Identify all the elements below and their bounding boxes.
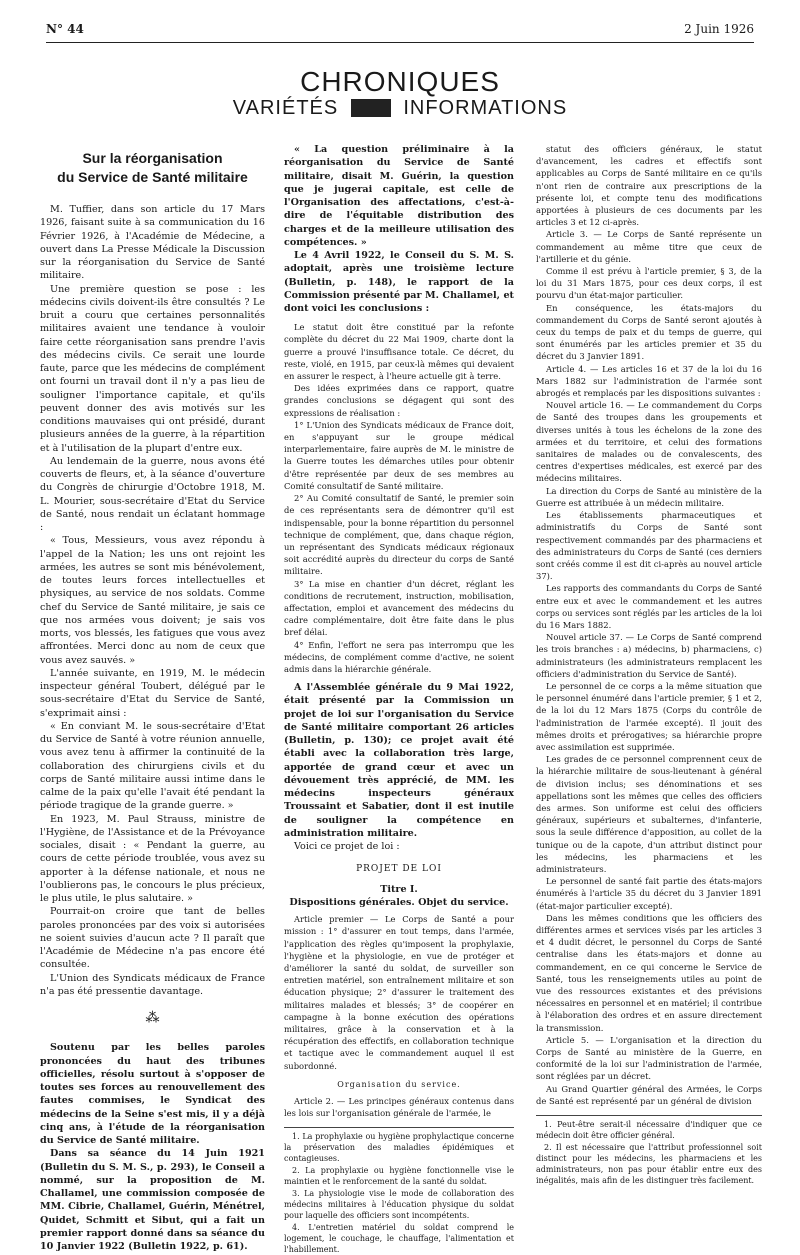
footnote: 4. L'entretien matériel du soldat comprend le logement, le couchage, le chauffage, l'alimentation et l'habillement. xyxy=(284,1223,514,1255)
issue-date: 2 Juin 1926 xyxy=(684,22,754,36)
paragraph: Les établissements pharmaceutiques et administratifs du Corps de Santé sont respectivement commandés par des pharmaciens et des administrateurs du Corps de Santé (ces derniers sont créés comme il est dit ci-après au nouvel article 37). xyxy=(536,510,762,582)
article-title: Sur la réorganisation du Service de Santé militaire xyxy=(57,150,248,185)
paragraph-small: 4° Enfin, l'effort ne sera pas interrompu que les médecins, de complément comme d'active, ne soient admis dans la hiérarchie générale. xyxy=(284,639,514,674)
paragraph: Article 5. — L'organisation et la direction du Corps de Santé au ministère de la Guerre, en conformité de la loi sur l'administration de l'armée, sont réglées par un décret. xyxy=(536,1034,762,1082)
paragraph-small: Le statut doit être constitué par la refonte complète du décret du 22 Mai 1909, charte dont la guerre a prouvé l'insuffisance totale. Ce décret, du reste, violé, en 1915, par ceux-là mêmes qui devaient en assurer le respect, à l'heure actuelle git à terre. xyxy=(284,322,514,382)
paragraph: Les rapports des commandants du Corps de Santé entre eux et avec le commandement et les autres corps ou services sont réglés par les articles de la loi du 16 Mars 1882. xyxy=(536,583,762,630)
footnotes xyxy=(284,1127,514,1255)
paragraph: Une première question se pose : les médecins civils doivent-ils être consultés ? Le bruit a couru que certaines personnalités militaires avaient une tendance à vouloir faire cette réorganisation sans prendre l'avis des médecins civils. Ce serait une lourde faute, parce que les médecins de complément ont fourni un travail dont il n'y a pas lieu de souligner l'importance capitale, et qu'ils peuvent donner des avis motivés sur les conditions mauvaises qui ont présidé, durant plusieurs années de la guerre, à la répartition et à l'utilisation de la plupart d'entre eux. xyxy=(40,283,265,454)
paragraph: Les grades de ce personnel comprennent ceux de la hiérarchie militaire de sous-lieutenant à général de division inclus; ses dénominations et ses appellations sont les mêmes que celles des officiers des armes. Son uniforme est celui des officiers généraux, supérieurs et subalternes, d'infanterie, sous la seule différence d'apposition, au collet de la tunique ou de la capote, d'un attribut distinct pour les médecins, les pharmaciens et les administrateurs. xyxy=(536,754,762,874)
paragraph: L'année suivante, en 1919, M. le médecin inspecteur général Toubert, délégué par le sous-secrétaire d'Etat du Service de Santé, s'exprimait ainsi : xyxy=(40,667,265,719)
paragraph-bold: « La question préliminaire à la réorganisation du Service de Santé militaire, disait M. Guérin, la question que je jugerai capitale, est celle de l'Organisation des affectations, c'est-à-dire de l'équitable distribution des charges et de la meilleure utilisation des compétences. » xyxy=(284,144,514,248)
section-subtitle xyxy=(0,97,800,120)
paragraph: Article 4. — Les articles 16 et 37 de la loi du 16 Mars 1882 sur l'administration de l'armée sont abrogés et remplacés par les dispositions suivantes : xyxy=(536,363,762,399)
paragraph-bold: Soutenu par les belles paroles prononcées du haut des tribunes officielles, résolu surtout à s'opposer de toutes ses forces au renouvellement des fautes commises, le Syndicat des médecins de la Seine s'est mis, il y a déjà cinq ans, à l'étude de la réorganisation du Service de Santé militaire. xyxy=(40,1042,265,1146)
paragraph-bold: Le 4 Avril 1922, le Conseil du S. M. S. adoptait, après une troisième lecture (Bulletin, p. 148), le rapport de la Commission présenté par M. Challamel, et dont voici les conclusions : xyxy=(284,250,514,314)
paragraph: Le personnel de santé fait partie des états-majors énumérés à l'article 35 du décret du 3 Janvier 1891 (état-major particulier excepté). xyxy=(536,876,762,911)
footnote: 1. Peut-être serait-il nécessaire d'indiquer que ce médecin doit être officier général. xyxy=(536,1120,762,1141)
paragraph: La direction du Corps de Santé au ministère de la Guerre est attribuée à un médecin militaire. xyxy=(536,485,762,508)
footnote: 1. La prophylaxie ou hygiène prophylactique concerne la préservation des maladies épidémiques et contagieuses. xyxy=(284,1132,514,1164)
paragraph-bold: Dans sa séance du 14 Juin 1921 (Bulletin du S. M. S., p. 293), le Conseil a nommé, sur la proposition de M. Challamel, une commission composée de MM. Cibrie, Challamel, Guérin, Ménétrel, Quidet, Schmitt et Sibut, qui a fait un premier rapport donné dans sa séance du 10 Janvier 1922 (Bulletin 1922, p. 61). xyxy=(40,1148,265,1252)
footnote: 3. La physiologie vise le mode de collaboration des médecins militaires à l'éducation physique du soldat pour laquelle des officiers sont incompétents. xyxy=(284,1189,514,1221)
titre-heading: Titre I. xyxy=(380,883,418,895)
paragraph: Pourrait-on croire que tant de belles paroles prononcées par des voix si autorisées ne soient suivies d'aucun acte ? Il paraît que l'Académie de Médecine n'a pas encore été consultée. xyxy=(40,906,265,971)
paragraph: En conséquence, les états-majors du commandement du Corps de Santé seront ajoutés à ceux du temps de paix et du temps de guerre, qui sont énumérés par les articles premier et 35 du décret du 3 Janvier 1891. xyxy=(536,302,762,362)
paragraph-small: 3° La mise en chantier d'un décret, réglant les conditions de recrutement, instruction, mobilisation, affectation, emploi et avancement des médecins du cadre complémentaire, doit être faite dans le plus bref délai. xyxy=(284,578,514,638)
article-paragraph: Article 2. — Les principes généraux contenus dans les lois sur l'organisation générale de l'armée, le xyxy=(284,1096,514,1119)
organisation-heading: Organisation du service. xyxy=(337,1079,461,1089)
titre-subheading: Dispositions générales. Objet du service. xyxy=(289,896,509,908)
footnotes xyxy=(536,1115,762,1186)
header-rule xyxy=(46,42,754,43)
paragraph: Article 3. — Le Corps de Santé représente un commandement au même titre que ceux de l'artillerie et du génie. xyxy=(536,229,762,264)
paragraph: statut des officiers généraux, le statut d'avancement, les cadres et effectifs sont applicables au Corps de Santé militaire en ce qu'ils n'ont rien de contraire aux prescriptions de la présente loi, et compte tenu des modifications apportées à plusieurs de ces documents par les articles 3 et 12 ci-après. xyxy=(536,144,762,228)
column-3 xyxy=(536,143,762,1186)
ornament-icon xyxy=(351,99,391,117)
paragraph-bold: A l'Assemblée générale du 9 Mai 1922, était présenté par la Commission un projet de loi sur l'organisation du Service de Santé militaire comportant 26 articles (Bulletin, p. 130); ce projet avait été établi avec la collaboration très large, apportée de grand cœur et avec un dévouement très apprécié, de MM. les médecins inspecteurs généraux Troussaint et Sabatier, dont il est inutile de souligner la compétence en administration militaire. xyxy=(284,682,514,839)
footnote: 2. Il est nécessaire que l'attribut professionnel soit distinct pour les médecins, les pharmaciens et les administrateurs, non pas pour établir entre eux des inégalités, mais afin de les distinguer très facilement. xyxy=(536,1143,762,1186)
paragraph: Comme il est prévu à l'article premier, § 3, de la loi du 31 Mars 1875, pour ces deux corps, il est pourvu d'un état-major particulier. xyxy=(536,266,762,301)
projet-heading: PROJET DE LOI xyxy=(356,864,442,875)
paragraph-small: Des idées exprimées dans ce rapport, quatre grandes conclusions se dégagent qui sont des expressions de réalisation : xyxy=(284,383,514,418)
asterism-icon: ⁂ xyxy=(145,1010,160,1026)
paragraph: Dans les mêmes conditions que les officiers des différentes armes et services visés par les articles 3 et 4 dudit décret, le personnel du Corps de Santé centralise dans les états-majors et donne au commandement, en ce qui concerne le Service de Santé, tous les renseignements utiles au point de vue des ressources existantes et des prévisions nécessaires en personnel et en matériel; il contribue à l'élaboration des ordres et en assure directement la transmission. xyxy=(536,912,762,1033)
footnote: 2. La prophylaxie ou hygiène fonctionnelle vise le maintien et le renforcement de la santé du soldat. xyxy=(284,1166,514,1187)
paragraph: En 1923, M. Paul Strauss, ministre de l'Hygiène, de l'Assistance et de la Prévoyance sociales, disait : « Pendant la guerre, au cours de cette période troublée, vous avez su apporter à la défense nationale, et nous ne l'oublierons pas, le concours le plus précieux, le plus utile, le plus salutaire. » xyxy=(40,813,265,904)
paragraph: Nouvel article 37. — Le Corps de Santé comprend les trois branches : a) médecins, b) pharmaciens, c) administrateurs (les administrateurs remplacent les officiers d'administration du Service de Santé). xyxy=(536,632,762,679)
paragraph: Au Grand Quartier général des Armées, le Corps de Santé est représenté par un général de division xyxy=(536,1083,762,1106)
section-title: CHRONIQUES xyxy=(300,66,500,97)
paragraph-small: 2° Au Comité consultatif de Santé, le premier soin de ces représentants sera de démontrer qu'il est indispensable, pour la bonne répartition du personnel technique de complément, que, dans chaque région, un représentant des Syndicats médicaux régionaux soit accrédité auprès du directeur du corps de Santé militaire. xyxy=(284,493,514,577)
paragraph: L'Union des Syndicats médicaux de France n'a pas été pressentie davantage. xyxy=(40,972,265,997)
running-header xyxy=(46,22,754,40)
paragraph: Voici ce projet de loi : xyxy=(294,841,400,853)
column-2 xyxy=(284,143,514,1255)
subtitle-right: INFORMATIONS xyxy=(403,97,568,119)
article-paragraph: Article premier — Le Corps de Santé a pour mission : 1° d'assurer en tout temps, dans l'armée, l'application des règles qu'imposent la prophylaxie, l'hygiène et la physiologie, en vue de protéger et d'améliorer la santé du soldat, de surveiller son entretien matériel, son entraînement militaire et son éducation physique; 2° d'assurer le traitement des militaires malades et blessés; 3° de coopérer en campagne à la bonne exécution des opérations militaires, grâce à la conservation et à la récupération des effectifs, en collaboration technique et tactique avec le commandement auquel il est subordonné. xyxy=(284,914,514,1071)
column-1 xyxy=(40,143,265,1252)
issue-number: N° 44 xyxy=(46,22,84,36)
paragraph: Nouvel article 16. — Le commandement du Corps de Santé des troupes dans les groupements et diverses unités à tous les échelons de la zone des armées et du territoire, et celui des formations sanitaires de malades ou de convalescents, des centres d'expertises médicales, est exercé par des médecins militaires. xyxy=(536,400,762,484)
paragraph-small: 1° L'Union des Syndicats médicaux de France doit, en s'appuyant sur le groupe médical interparlementaire, faire auprès de M. le ministre de la Guerre toutes les démarches utiles pour obtenir d'être représentée par deux de ses membres au Comité consultatif de Santé militaire. xyxy=(284,419,514,491)
paragraph: M. Tuffier, dans son article du 17 Mars 1926, faisant suite à sa communication du 16 Février 1926, à l'Académie de Médecine, a ouvert dans La Presse Médicale la Discussion sur la réorganisation du Service de Santé militaire. xyxy=(40,204,265,282)
paragraph: Le personnel de ce corps a la même situation que le personnel énuméré dans l'article premier, § 1 et 2, de la loi du 12 Mars 1875 (Corps du contrôle de l'administration de l'armée excepté). Il jouit des mêmes droits et prérogatives; sa hiérarchie propre avec assimilation est supprimée. xyxy=(536,680,762,752)
paragraph: « En conviant M. le sous-secrétaire d'Etat du Service de Santé à votre réunion annuelle, vous avez tenu à affirmer la continuité de la collaboration des chirurgiens civils et du corps de Santé militaire aussi intime dans le calme de la paix qu'elle l'avait été pendant la période tragique de la grande guerre. » xyxy=(40,720,265,812)
paragraph: Au lendemain de la guerre, nous avons été couverts de fleurs, et, à la séance d'ouverture du Congrès de chirurgie d'Octobre 1918, M. L. Mourier, sous-secrétaire d'Etat du Service de Santé, nous rendait un éclatant hommage : xyxy=(40,455,265,533)
paragraph: « Tous, Messieurs, vous avez répondu à l'appel de la Nation; les uns ont rejoint les armées, les autres se sont mis bénévolement, de toutes leurs forces intellectuelles et physiques, au service de nos soldats. Comme chef du Service de Santé militaire, je sais ce que nos armées vous doivent; je sais vos morts, vos blessés, les fatigues que vous avez affrontées. Merci donc au nom de ceux que vous avez sauvés. » xyxy=(40,535,265,666)
subtitle-left: VARIÉTÉS xyxy=(232,97,339,119)
